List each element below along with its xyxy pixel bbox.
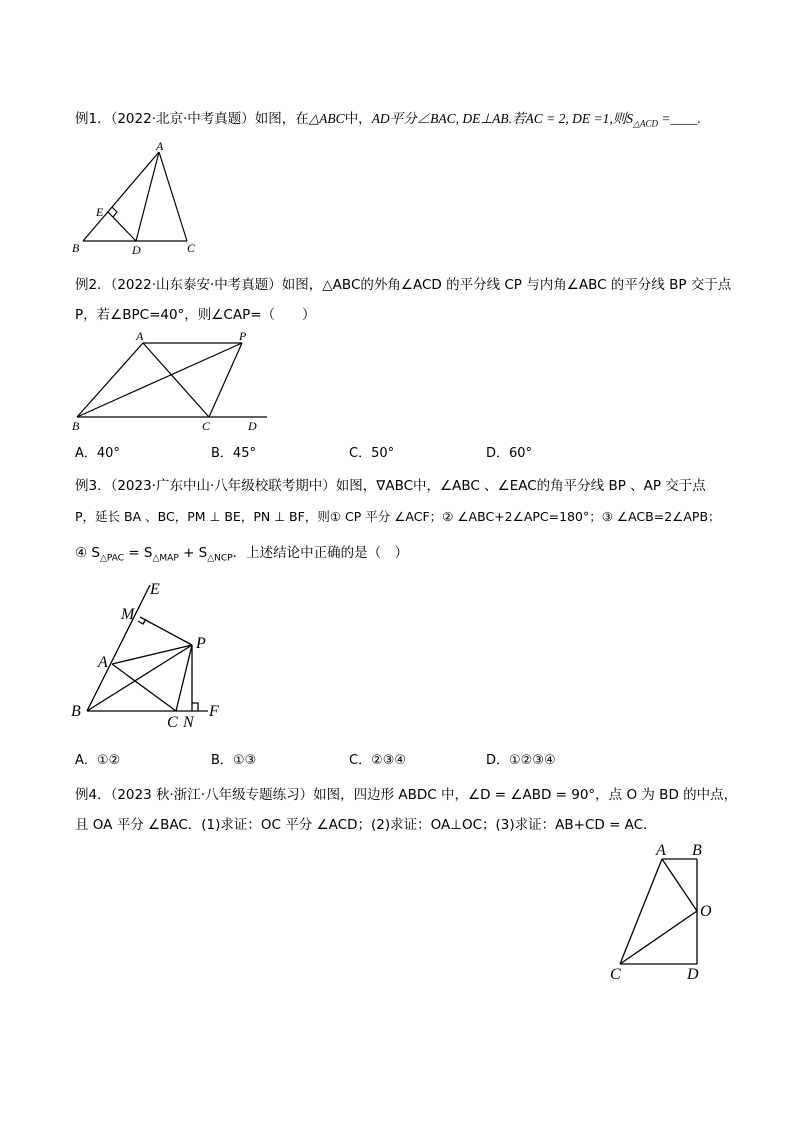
ex4-source: （2023 秋·浙江·八年级专题练习） xyxy=(110,787,314,803)
ex3-option-c[interactable]: C．②③④ xyxy=(349,753,407,768)
ex3-source: （2023·广东中山·八年级校联考期中） xyxy=(110,478,336,494)
ex3-question-line1: 如图，∇ABC中，∠ABC 、∠EAC的角平分线 BP 、AP 交于点 xyxy=(335,478,706,494)
ex4-label-B: B xyxy=(692,842,702,859)
ex2-option-d[interactable]: D．60° xyxy=(486,446,533,461)
ex3-prefix: 例3． xyxy=(75,478,111,494)
ex3-sub2: △MAP xyxy=(152,553,179,564)
ex3-segment-CP xyxy=(176,645,192,711)
ex3-line3a: ④ S xyxy=(75,545,100,561)
ex3-figure xyxy=(68,575,233,733)
ex4-figure xyxy=(600,838,725,983)
ex1-label-A: A xyxy=(156,140,164,153)
ex3-label-B: B xyxy=(71,703,81,720)
ex3-option-a[interactable]: A．①② xyxy=(75,753,121,768)
ex1-tail: =____. xyxy=(657,111,701,126)
ex2-label-P: P xyxy=(239,329,247,343)
ex3-option-d[interactable]: D．①②③④ xyxy=(486,753,556,768)
ex3-label-P: P xyxy=(196,635,206,652)
ex3-sub3: △NCP xyxy=(207,553,233,564)
ex2-prefix: 例2． xyxy=(75,277,111,293)
ex3-segment-AP xyxy=(112,645,192,664)
ex2-label-C: C xyxy=(202,419,211,433)
ex1-label-E: E xyxy=(96,205,104,219)
ex1-condition: AD平分∠BAC, DE⊥AB.若AC = 2, DE =1,则S xyxy=(371,111,634,126)
ex1-triangle: △ABC xyxy=(308,111,345,126)
ex2-side-BA xyxy=(77,343,143,417)
ex3-right-angle-N xyxy=(192,703,198,711)
ex3-label-E: E xyxy=(150,581,160,598)
ex4-label-A: A xyxy=(656,842,666,859)
ex4-question-line2: 且 OA 平分 ∠BAC．(1)求证：OC 平分 ∠ACD；(2)求证：OA⊥OC；(3)求证：AB+CD = AC． xyxy=(75,817,657,833)
ex4-prefix: 例4． xyxy=(75,787,111,803)
ex2-side-AC xyxy=(143,343,209,417)
ex4-line1 xyxy=(75,783,737,803)
ex3-line3c: + S xyxy=(178,545,208,561)
ex2-question-line2: P，若∠BPC=40°，则∠CAP=（ ） xyxy=(75,307,316,323)
ex1-prefix: 例1． xyxy=(75,111,111,127)
ex2-label-B: B xyxy=(72,419,80,433)
ex4-question-line1: 如图，四边形 ABDC 中，∠D = ∠ABD = 90°，点 O 为 BD 的中点， xyxy=(313,787,738,803)
ex3-label-A: A xyxy=(98,654,108,671)
ex1-figure xyxy=(70,140,200,258)
ex2-line1 xyxy=(75,273,731,293)
ex1-right-angle-mark xyxy=(112,207,117,217)
ex2-option-c[interactable]: C．50° xyxy=(349,446,395,461)
ex3-line-BE xyxy=(87,585,150,711)
ex1-subscript: △ACD xyxy=(633,118,658,129)
ex1-label-C: C xyxy=(187,241,196,255)
ex3-right-angle-M xyxy=(138,619,146,624)
ex4-segment-AO xyxy=(662,859,697,911)
ex1-segment-DE xyxy=(108,212,136,241)
ex1-text xyxy=(75,107,701,130)
ex1-source: （2022·北京·中考真题） xyxy=(110,111,255,127)
ex3-segment-MP xyxy=(140,617,192,645)
ex4-label-C: C xyxy=(610,966,621,983)
ex3-label-F: F xyxy=(209,703,219,720)
ex4-label-O: O xyxy=(700,903,712,920)
ex4-segment-CO xyxy=(620,911,697,964)
ex3-label-C: C xyxy=(167,714,178,731)
ex2-question-line1: 如图，△ABC的外角∠ACD 的平分线 CP 与内角∠ABC 的平分线 BP 交于点 xyxy=(281,277,732,293)
ex1-text-a: 如图，在 xyxy=(254,111,309,127)
ex2-option-a[interactable]: A．40° xyxy=(75,446,120,461)
ex2-label-D: D xyxy=(248,419,257,433)
ex2-source: （2022·山东泰安·中考真题） xyxy=(110,277,282,293)
ex2-figure xyxy=(70,328,275,434)
ex3-sub1: △PAC xyxy=(99,553,125,564)
ex1-label-D: D xyxy=(132,243,141,257)
ex2-segment-PC xyxy=(209,343,242,417)
ex3-line3b: = S xyxy=(124,545,153,561)
ex2-option-b[interactable]: B．45° xyxy=(211,446,256,461)
ex1-label-B: B xyxy=(72,241,80,255)
ex1-text-b: 中， xyxy=(344,111,372,127)
ex3-label-N: N xyxy=(183,714,194,731)
ex3-line1 xyxy=(75,474,706,494)
ex4-label-D: D xyxy=(687,966,699,983)
ex2-label-A: A xyxy=(136,329,144,343)
ex3-line3d: ．上述结论中正确的是（ ） xyxy=(232,545,409,561)
ex3-segment-AC xyxy=(112,664,176,711)
ex1-side-AC xyxy=(159,152,187,241)
ex3-option-b[interactable]: B．①③ xyxy=(211,753,257,768)
ex4-side-AC xyxy=(620,859,662,964)
ex3-line3 xyxy=(75,541,408,564)
ex3-label-M: M xyxy=(121,606,135,623)
ex3-question-line2: P，延长 BA 、BC，PM ⊥ BE，PN ⊥ BF，则① CP 平分 ∠ACF；② ∠ABC+2∠APC=180°；③ ∠ACB=2∠APB； xyxy=(75,509,721,524)
ex2-segment-BP xyxy=(77,343,242,417)
